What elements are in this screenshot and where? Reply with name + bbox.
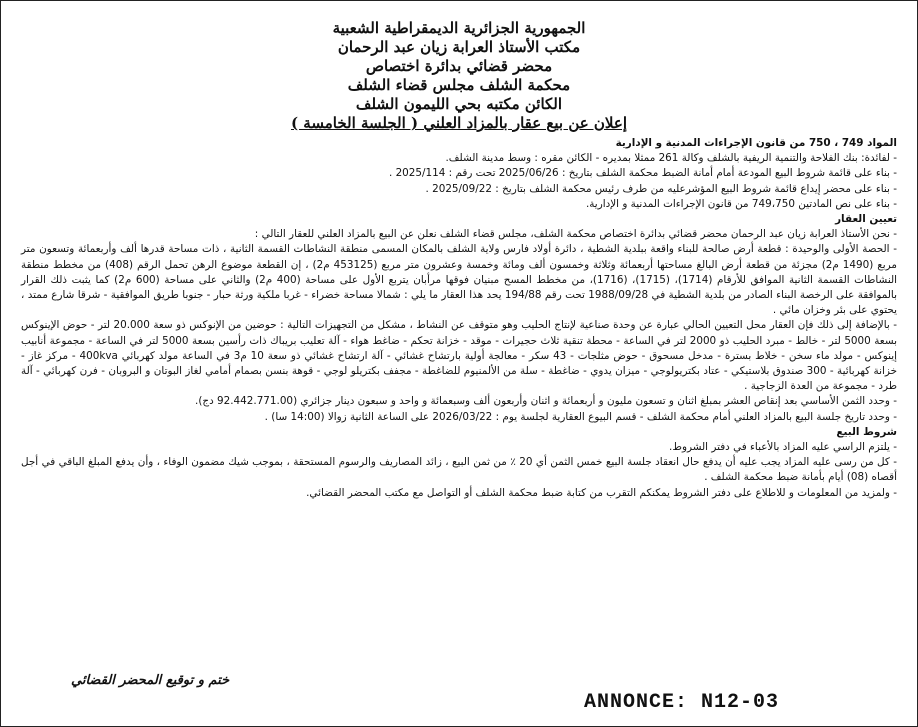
conditions-title: شروط البيع bbox=[836, 425, 897, 438]
base-price: - وحدد الثمن الأساسي بعد إنقاص العشر بمبلغ اثنان و تسعون مليون و أربعمائة و اثنان وأربعون ألف وسبعمائة و واحد و سبعون دينار جزائري (92.442.771.00 دج). bbox=[195, 395, 897, 408]
equipment-list: - بالإضافة إلى ذلك فإن العقار محل التعيين الحالي عبارة عن وحدة صناعية لإنتاج الحليب وهو متوقف عن النشاط ، مشكل من التجهيزات التالية : حوضين من الإنوكس ذو سعة 20.000 لتر - حوض الإينوكس بسعة 5000 لتر - خالط - مبرد الحليب ذو 2000 لتر في الساعة - محطة تنقية ثلاث حجيرات - موقد - خزانة تحكم - ضاغط هواء - آلة تعليب بريباك ذات رأسين بسعة 5000 لتر في الساعة - مجموعة أنابيب إينوكس - مولد ماء سخن - خلاط بسترة - مدخل مسحوق - حوض مثلجات - 43 سكر - معالجة أولية بارتشاح غشائي - آلة ارتشاح غشائي ذو سعة 10 م3 في الساعة مولد كهربائي 400kva - مركز غاز - خزانة كهربائية - 300 صندوق بلاستيكي - عتاد بكتريولوجي - ميزان يدوي - ضاغطة - سلة من الألمنيوم للضاغطة - مجفف بكتريلو لوجي - قوهة بنسن بصمام أمامي لغاز البوتان و البروبان - فرن كهربائي - آلة طرد - مجموعة من العدة الزجاجية . bbox=[21, 319, 898, 393]
designation-intro: - نحن الأستاذ العرابة زيان عبد الرحمان محضر قضائي بدائرة اختصاص محكمة الشلف، مجلس قضاء الشلف نعلن عن البيع بالمزاد العلني للعقار التالي : bbox=[254, 228, 897, 241]
beneficiary-line: - لفائدة: بنك الفلاحة والتنمية الريفية بالشلف وكالة 261 ممثلا بمديره - الكائن مقره : وسط مدينة الشلف. bbox=[445, 152, 897, 165]
office-title: مكتب الأستاذ العرابة زيان عبد الرحمان bbox=[337, 38, 581, 56]
republic-title: الجمهورية الجزائرية الديمقراطية الشعبية bbox=[332, 19, 586, 37]
bailiff-title: محضر قضائي بدائرة اختصاص bbox=[365, 57, 553, 75]
report-line: - بناء على محضر إيداع قائمة شروط البيع المؤشرعليه من طرف رئيس محكمة الشلف بتاريخ : 2025/09/22 . bbox=[425, 182, 897, 195]
office-address: الكائن مكتبه بحي الليمون الشلف bbox=[355, 95, 563, 113]
court-title: محكمة الشلف مجلس قضاء الشلف bbox=[347, 76, 571, 94]
session-date: - وحدد تاريخ جلسة البيع بالمزاد العلني أمام محكمة الشلف - قسم البيوع العقارية لجلسة يوم : 2026/03/22 على الساعة الثانية زوالا (14:00 سا) . bbox=[264, 410, 897, 423]
document-header bbox=[21, 19, 897, 133]
document-body bbox=[21, 136, 897, 501]
designation-title: تعيين العقار bbox=[835, 213, 897, 226]
lot-description: - الحصة الأولى والوحيدة : قطعة أرض صالحة للبناء واقعة ببلدية الشطية ، دائرة أولاد فارس ولاية الشلف بالمكان المسمى منطقة النشاطات القسمة الثانية ، ذات مساحة قدرها ألف وأربعمائة وتسعون متر مربع (1490 م2) مجزئة من قطعة أرض البالغ مساحتها أربعمائة وثلاثة وخمسون ألف ومائة وخمسة وعشرون متر مربع (453125 م2) ، إن القطعة موضوع الرهن تحمل الرقم (408) من مخطط منطقة النشاطات القسمة الثانية الموافق للأرقام (1714)، (1715)، (1716)، من مخطط المسح مبنيان فوقها مرأبان يتربع الأول على مساحة (400 م2) والثاني على مساحة (600 م2) كما يثبت ذلك القرار بالموافقة على الرخصة البناء الصادر من بلدية الشطية في 1988/09/28 تحت رقم 194/88 يحد هذا العقار ما يلي : شمالا مساحة خضراء - غربا ملكية ورثة حبار - جنوبا طريق الموافقية - شرقا شارع ممتد ، يحتوي على بئر وخزان مائي . bbox=[21, 243, 898, 317]
conditions-deposit-line: - بناء على قائمة شروط البيع المودعة أمام أمانة الضبط محكمة الشلف بتاريخ : 2025/06/26 تحت رقم : 2025/114 . bbox=[388, 167, 897, 180]
legal-basis: المواد 749 ، 750 من قانون الإجراءات المدنية و الإدارية bbox=[615, 137, 897, 149]
annonce-number: ANNONCE: N12-03 bbox=[583, 691, 779, 714]
announcement-title: إعلان عن بيع عقار بالمزاد العلني ( الجلسة الخامسة ) bbox=[290, 114, 628, 132]
signature-label: ختم و توقيع المحضر القضائي bbox=[71, 673, 230, 688]
info-line: - ولمزيد من المعلومات و للاطلاع على دفتر الشروط يمكنكم التقرب من كتابة ضبط محكمة الشلف أو التواصل مع مكتب المحضر القضائي. bbox=[306, 486, 897, 499]
condition-2: - كل من رسى عليه المزاد يجب عليه أن يدفع حال انعقاد جلسة البيع خمس الثمن أي 20 ٪ من ثمن البيع ، زائد المصاريف والرسوم المستحقة ، بموجب شيك مضمون الوفاء ، وأن يدفع المبلغ الباقي في أجل أقصاه (08) أيام بأمانة ضبط محكمة الشلف . bbox=[21, 456, 898, 484]
articles-line: - بناء على نص المادتين 749،750 من قانون الإجراءات المدنية و الإدارية. bbox=[585, 197, 897, 210]
condition-1: - يلتزم الراسي عليه المزاد بالأعباء في دفتر الشروط. bbox=[669, 441, 897, 454]
